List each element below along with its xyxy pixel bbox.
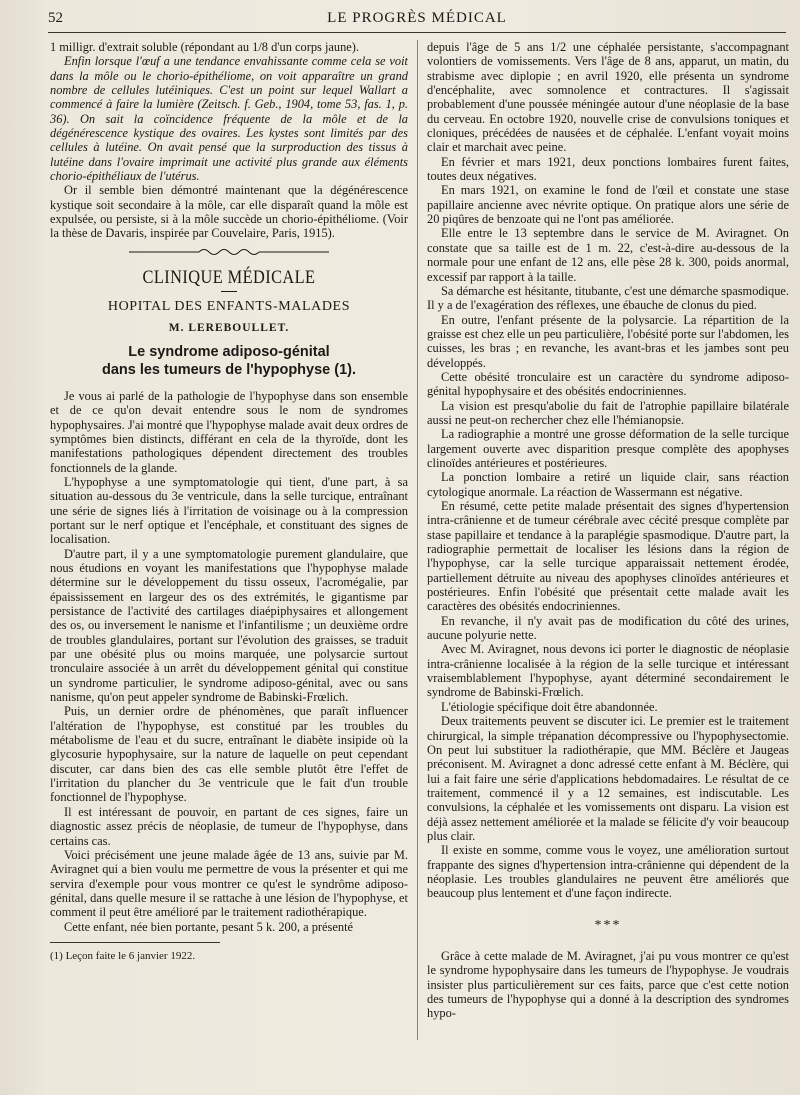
paragraph: La vision est presqu'abolie du fait de l'atrophie papillaire bilatérale aussi ne peut-on rechercher chez elle l'hémianopsie. [427,398,789,427]
paragraph: Cette enfant, née bien portante, pesant 5 k. 200, a présenté [64,919,354,934]
article-title [50,343,408,379]
decorative-rule [50,247,408,257]
paragraph: Voici précisément une jeune malade âgée de 13 ans, suivie par M. Aviragnet qui a bien voulu me permettre de vous la présenter et qui me servira d'exemple pour vous montrer ce qu'est le syndrôme adiposo-génital, dans quelle mesure il se rattache à une lésion de l'hypophyse, et comment il peut être amélioré par le traitement radiothérapique. [50,847,408,920]
column-divider [417,40,418,1040]
paragraph: En février et mars 1921, deux ponctions lombaires furent faites, toutes deux négatives. [427,154,789,184]
paragraph: Avec M. Aviragnet, nous devons ici porter le diagnostic de néoplasie intra-crânienne localisée à la région de la selle turcique et intéressant vraisemblablement l'hypophyse, ayant déterminé secondairement le syndrome de Babinski-Frœlich. [427,642,789,700]
paragraph: Deux traitements peuvent se discuter ici. Le premier est le traitement chirurgical, la simple trépanation décompressive ou l'hypophysectomie. On peut lui substituer la radiothérapie, que MM. Béclère et Jaugeas préconisent. M. Aviragnet a donc adressé cette enfant à M. Béclère, qui lui a fait faire une série d'applications hebdomadaires. Le résultat de ce traitement, commencé il y a 12 semaines, est indiscutable. Les convulsions, la céphalée et les vomissements ont disparu. La vision est déjà assez nettement améliorée et la malade se félicite d'y voir beaucoup plus clair. [427,714,789,843]
footnote-rule [50,942,220,943]
section-title: CLINIQUE MÉDICALE [142,266,316,288]
section-stars: *** [594,917,622,933]
article-title-line-2: dans les tumeurs de l'hypophyse (1). [101,361,357,378]
paragraph: Sa démarche est hésitante, titubante, c'est une démarche spasmodique. Il y a de l'exagération des réflexes, une ébauche de clonus du pied. [427,283,790,313]
paragraph: depuis l'âge de 5 ans 1/2 une céphalée persistante, s'accompagnant volontiers de vomissements. Vers l'âge de 8 ans, apparut, un matin, du strabisme avec diplopie ; en avril 1920, elle présenta un syndrome d'encéphalite, avec somnolence et contractures. Il s'agissait probablement d'une poussée méningée autour d'une néoplasie de la base du cerveau. En octobre 1920, nouvelle crise de convulsions toniques et cloniques, précédées de nausées et de céphalée. L'enfant voyait moins clair et marchait avec peine. [427,40,789,155]
paragraph: Grâce à cette malade de M. Aviragnet, j'ai pu vous montrer ce qu'est le syndrome hypophysaire dans les tumeurs de l'hypophyse. Je voudrais insister plus particulièrement sur ces faits, parce que c'est cette notion des tumeurs de l'hypophyse qui a donné à la description des syndromes hypo- [427,948,789,1021]
paragraph: L'étiologie spécifique doit être abandonnée. [441,699,658,714]
hospital-name: HOPITAL DES ENFANTS-MALADES [107,299,351,315]
running-head [48,6,786,33]
paragraph: En revanche, il n'y avait pas de modification du côté des urines, aucune polyurie nette. [427,613,789,643]
paragraph: Elle entre le 13 septembre dans le service de M. Aviragnet. On constate que sa taille est de 1 m. 22, c'est-à-dire au-dessous de la normale pour une enfant de 12 ans, elle pèse 28 k. 300, poids anormal, excessif par rapport à la taille. [427,226,789,284]
title-rule [221,291,237,292]
paragraph: 1 milligr. d'extrait soluble (répondant au 1/8 d'un corps jaune). [50,40,359,54]
paragraph: Il est intéressant de pouvoir, en partant de ces signes, faire un diagnostic assez précis de néoplasie, de tumeur de l'hypophyse, dans certains cas. [50,804,408,848]
paragraph: Il existe en somme, comme vous le voyez, une amélioration surtout frappante des signes d'hypertension intra-crânienne qui dépendent de la néoplasie. Les troubles glandulaires ne peuvent être améliorés que beaucoup plus lentement et d'une façon indirecte. [427,843,789,901]
author-name: M. LEREBOULLET. [168,321,290,334]
left-column [50,40,408,963]
paragraph: En résumé, cette petite malade présentait des signes d'hypertension intra-crânienne et de tumeur cérébrale avec cécité presque complète par stase papillaire et tendance à la paraplégie spasmodique. D'autre part, la radiographie permettait de localiser les lésions dans la région de l'hypophyse, car la selle turcique apparaissait nettement érodée, partiellement détruite au niveau des apophyses clinoïdes antérieures et postérieures. Enfin l'obésité que présentait cette malade avait les caractères des obésités endocriniennes. [427,499,789,614]
paragraph: Cette obésité tronculaire est un caractère du syndrome adiposo-génital hypophysaire et des obésités endocriniennes. [427,369,789,399]
page-number: 52 [48,10,63,26]
journal-title: LE PROGRÈS MÉDICAL [327,10,507,26]
footnote: (1) Leçon faite le 6 janvier 1922. [50,949,196,962]
paragraph: La ponction lombaire a retiré un liquide clair, sans réaction cytologique anormale. La réaction de Wassermann est négative. [427,470,789,499]
paragraph: En mars 1921, on examine le fond de l'œil et constate une stase papillaire ancienne avec névrite optique. On pratique alors une série de 20 piqûres de benzoate qui ne l'ont pas améliorée. [427,183,789,227]
paragraph: Or il semble bien démontré maintenant que la dégénérescence kystique soit secondaire à la môle, car elle disparaît quand la môle est expulsée, ou persiste, si à la môle succède un chorio-épithéliome. (Voir la thèse de Davaris, inspirée par Couvelaire, Paris, 1915). [50,183,408,241]
paragraph: Enfin lorsque l'œuf a une tendance envahissante comme cela se voit dans la môle ou le chorio-épithéliome, on voit apparaître un grand nombre de cellules lutéiniques. C'est un point sur lequel Wallart a commencé à faire la lumière (Zeitsch. f. Geb., 1904, tome 53, fas. 1, p. 36). On sait la coïncidence fréquente de la môle et de la dégénérescence kystique des ovaires. Les kystes sont limités par des cellules à lutéine. On avait pensé que la surproduction des tissus à lutéine dans l'ovaire imprimait une activité plus grande aux éléments chorio-épithéliaux de l'utérus. [50,54,408,184]
right-column [427,40,789,1021]
paragraph: D'autre part, il y a une symptomatologie purement glandulaire, que nous étudions en voyant les manifestations que l'hypophyse malade détermine sur le développement du tissu osseux, l'acromégalie, par épaississement en largeur des os des extrémités, le gigantisme par persistance de l'activité des cartilages diaépiphysaires et allongement des os, ou inversement le nanisme et l'infantilisme ; un deuxième ordre de troubles glandulaires, portant sur l'évolution des graisses, se traduit par une obésité plus ou moins marquée, une polysarcie surtout tronculaire associée à un arrêt du développement génital qui constitue un syndrome particulier, le syndrome adiposo-génital, avec ou sans nanisme, qu'on peut appeler syndrome de Babinski-Frœlich. [50,546,408,705]
paragraph: L'hypophyse a une symptomatologie qui tient, d'une part, à sa situation au-dessous du 3e ventricule, dans la selle turcique, entraînant une série de signes liés à l'irritation de voisinage ou à la compression portant sur le nerf optique et l'encéphale, et constituant des signes de localisation. [50,474,408,547]
squiggle-ornament-icon [129,247,329,257]
paragraph: Puis, un dernier ordre de phénomènes, que paraît influencer l'altération de l'hypophyse, est constitué par les troubles du métabolisme de l'eau et du sucre, entraînant le diabète insipide où la glycosurie hypophysaire, sur la nature de laquelle on peut cependant discuter, car dans bien des cas elle semble plutôt être l'effet de l'irritation du plancher du 3e ventricule que le fait d'un trouble fonctionnel de l'hypophyse. [50,704,408,805]
paragraph: Je vous ai parlé de la pathologie de l'hypophyse dans son ensemble et de ce qu'on devait entendre sous le nom de syndromes hypophysaires. J'ai montré que l'hypophyse malade avait deux ordres de symptômes bien distincts, différant en cela de la thyroïde, dont les manifestations pathologiques dépendent directement des troubles fonctionnels de la glande. [50,388,408,475]
paragraph: La radiographie a montré une grosse déformation de la selle turcique largement ouverte avec disparition presque complète des apophyses clinoïdes antérieures et postérieures. [427,427,789,470]
article-title-line-1: Le syndrome adiposo-génital [128,343,330,360]
paragraph: En outre, l'enfant présente de la polysarcie. La répartition de la graisse est chez elle un peu particulière, l'obésité porte sur l'abdomen, les cuisses, les bras ; en revanche, les avant-bras et les jambes sont peu développés. [427,312,789,370]
